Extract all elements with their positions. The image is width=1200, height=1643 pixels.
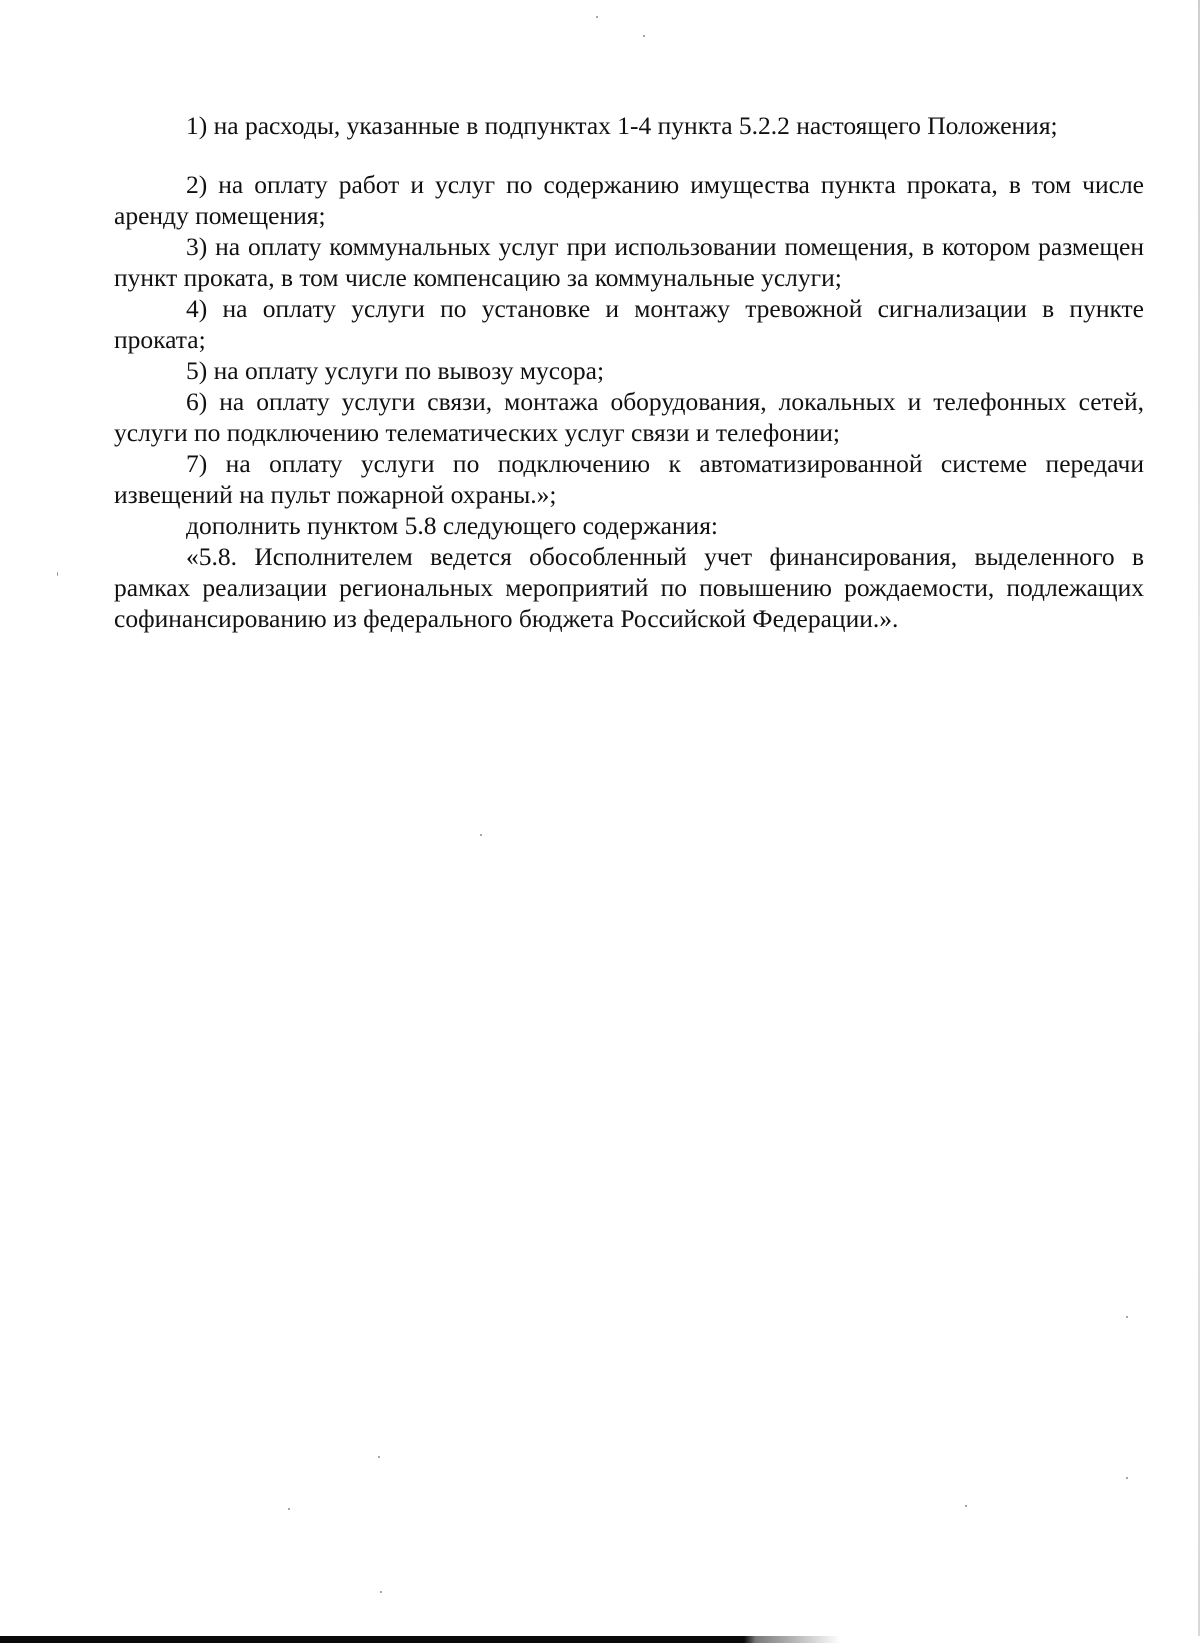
list-item-3: 3) на оплату коммунальных услуг при использовании помещения, в котором размещен пункт проката, в том числе компенсацию за коммунальные услуги; (114, 232, 1144, 292)
scan-speck (596, 16, 598, 18)
scan-speck (480, 834, 482, 836)
list-item-7: 7) на оплату услуги по подключению к автоматизированной системе передачи извещений на пульт пожарной охраны.»; (114, 449, 1144, 509)
list-item-2: 2) на оплату работ и услуг по содержанию имущества пункта проката, в том числе аренду помещения; (114, 170, 1144, 230)
list-item-1: 1) на расходы, указанные в подпунктах 1-4 пункта 5.2.2 настоящего Положения; (186, 111, 1058, 140)
clause-5-8: «5.8. Исполнителем ведется обособленный учет финансирования, выделенного в рамках реализации региональных мероприятий по повышению рождаемости, подлежащих софинансированию из федерального бюджета Российской Федерации.». (114, 542, 1144, 633)
list-item-6: 6) на оплату услуги связи, монтажа оборудования, локальных и телефонных сетей, услуги по подключению телематических услуг связи и телефонии; (114, 387, 1144, 447)
scan-speck (378, 1456, 380, 1458)
scan-speck (965, 1505, 967, 1507)
list-item-5: 5) на оплату услуги по вывозу мусора; (186, 356, 605, 385)
list-item-4: 4) на оплату услуги по установке и монтажу тревожной сигнализации в пункте проката; (114, 294, 1144, 354)
document-body (114, 110, 1144, 634)
scan-speck (643, 35, 645, 37)
scan-speck (57, 572, 58, 576)
scan-speck (380, 1591, 382, 1593)
amendment-intro: дополнить пунктом 5.8 следующего содержания: (186, 511, 719, 540)
scan-speck (1126, 1477, 1128, 1479)
scan-speck (288, 1508, 290, 1510)
scan-edge-bottom (0, 1636, 1200, 1643)
scan-speck (1126, 1316, 1128, 1318)
